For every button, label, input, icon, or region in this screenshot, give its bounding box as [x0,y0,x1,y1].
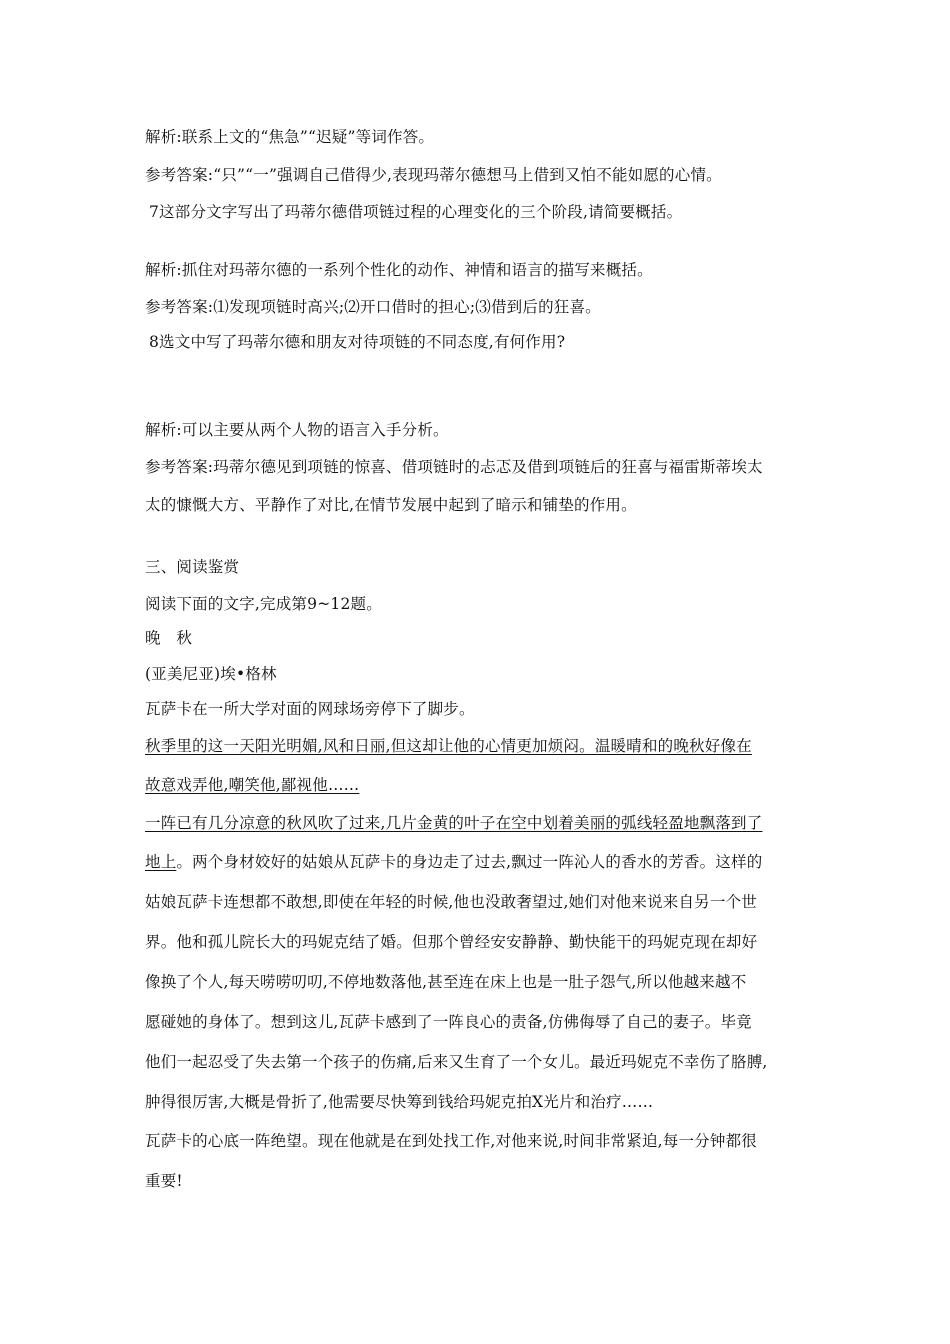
paragraph-3-line-5: 像换了个人,每天唠唠叨叨,不停地数落他,甚至连在床上也是一肚子怨气,所以他越来越不 [145,973,747,991]
reading-instruction: 阅读下面的文字,完成第9~12题。 [145,595,382,613]
paragraph-3-line-2 [145,851,815,873]
q7-answer: 参考答案:⑴发现项链时高兴;⑵开口借时的担心;⑶借到后的狂喜。 [145,298,601,316]
paragraph-4-line-1: 瓦萨卡的心底一阵绝望。现在他就是在到处找工作,对他来说,时间非常紧迫,每一分钟都很 [145,1132,757,1150]
paragraph-1: 瓦萨卡在一所大学对面的网球场旁停下了脚步。 [145,700,475,718]
paragraph-3-line-3: 姑娘瓦萨卡连想都不敢想,即使在年轻的时候,他也没敢奢望过,她们对他来说来自另一个世 [145,893,757,911]
paragraph-4-line-2: 重要! [145,1172,183,1190]
paragraph-3-underlined-fragment: 地上 [145,853,177,871]
paragraph-2-line-2: 故意戏弄他,嘲笑他,鄙视他…… [145,776,360,794]
paragraph-3-line-2-rest: 。两个身材姣好的姑娘从瓦萨卡的身边走了过去,飘过一阵沁人的香水的芳香。这样的 [176,853,763,871]
paragraph-3-line-8: 肿得很厉害,大概是骨折了,他需要尽快筹到钱给玛妮克拍X光片和治疗…… [145,1093,654,1111]
q8-question: 8选文中写了玛蒂尔德和朋友对待项链的不同态度,有何作用? [149,333,566,351]
q7-analysis: 解析:抓住对玛蒂尔德的一系列个性化的动作、神情和语言的描写来概括。 [145,261,653,279]
section-heading: 三、阅读鉴赏 [145,558,240,576]
q8-analysis: 解析:可以主要从两个人物的语言入手分析。 [145,421,449,439]
paragraph-3-line-7: 他们一起忍受了失去第一个孩子的伤痛,后来又生育了一个女儿。最近玛妮克不幸伤了胳膊, [145,1053,768,1071]
q8-answer-line2: 太的慷慨大方、平静作了对比,在情节发展中起到了暗示和铺垫的作用。 [145,496,637,514]
q8-answer-line1: 参考答案:玛蒂尔德见到项链的惊喜、借项链时的忐忑及借到项链后的狂喜与福雷斯蒂埃太 [145,458,763,476]
story-author: (亚美尼亚)埃•格林 [145,665,277,683]
paragraph-3-line-4: 界。他和孤儿院长大的玛妮克结了婚。但那个曾经安安静静、勤快能干的玛妮克现在却好 [145,933,758,951]
q7-question: 7这部分文字写出了玛蒂尔德借项链过程的心理变化的三个阶段,请简要概括。 [149,203,683,221]
q6-analysis: 解析:联系上文的“焦急”“迟疑”等词作答。 [145,128,435,146]
paragraph-2-line-1: 秋季里的这一天阳光明媚,风和日丽,但这却让他的心情更加烦闷。温暖晴和的晚秋好像在 [145,737,752,755]
story-title: 晚 秋 [145,629,193,647]
q6-answer: 参考答案:“只”“一”强调自己借得少,表现玛蒂尔德想马上借到又怕不能如愿的心情。 [145,166,722,184]
paragraph-3-line-6: 愿碰她的身体了。想到这儿,瓦萨卡感到了一阵良心的责备,仿佛侮辱了自己的妻子。毕竟 [145,1013,752,1031]
paragraph-3-line-1: 一阵已有几分凉意的秋风吹了过来,几片金黄的叶子在空中划着美丽的弧线轻盈地飘落到了 [145,814,763,832]
